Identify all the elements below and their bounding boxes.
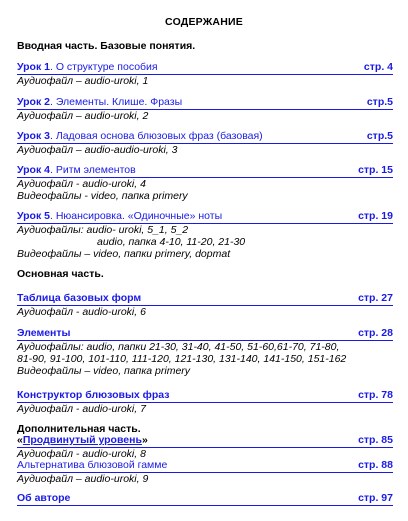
toc-link-about-author[interactable] <box>17 492 393 506</box>
toc-link-alternative[interactable] <box>17 459 393 473</box>
toc-page-ref: стр.5 <box>366 130 393 142</box>
media-note: Аудиофайлы: audio, папки 21-30, 31-40, 41-50, 51-60,61-70, 71-80, <box>17 341 340 353</box>
quote-open: « <box>17 434 23 446</box>
media-note: Аудиофайл - audio-uroki, 4 <box>17 178 146 190</box>
toc-page-ref: стр. 15 <box>358 164 393 176</box>
toc-entry-lesson-4 <box>17 164 393 202</box>
toc-link-lesson-5[interactable] <box>17 210 393 224</box>
media-note: Аудиофайлы: audio- uroki, 5_1, 5_2 <box>17 224 189 236</box>
media-note: Аудиофайл – audio-uroki, 1 <box>17 75 149 87</box>
toc-link-constructor[interactable] <box>17 389 393 403</box>
toc-page-ref: стр. 88 <box>358 459 393 471</box>
toc-lesson-title: . Ладовая основа блюзовых фраз (базовая) <box>49 130 263 142</box>
toc-page-ref: стр. 27 <box>358 292 393 304</box>
toc-entry-title: Альтернатива блюзовой гамме <box>17 459 168 471</box>
toc-entry-lesson-1 <box>17 61 393 87</box>
toc-lesson-number: Урок 5 <box>17 210 50 222</box>
toc-entry-about-author <box>17 492 393 506</box>
toc-page-ref: стр. 28 <box>358 327 393 339</box>
toc-page-ref: стр. 4 <box>363 61 393 73</box>
toc-entry-advanced <box>17 434 393 460</box>
toc-page-ref: стр. 78 <box>358 389 393 401</box>
toc-lesson-title: . Ритм элементов <box>49 164 136 176</box>
toc-entry-title: Конструктор блюзовых фраз <box>17 389 170 401</box>
toc-link-lesson-1[interactable] <box>17 61 393 75</box>
section-heading-intro: Вводная часть. Базовые понятия. <box>17 40 196 52</box>
toc-link-elements[interactable] <box>17 327 393 341</box>
toc-page-ref: стр. 97 <box>358 492 393 504</box>
media-note: Аудиофайл - audio-uroki, 6 <box>17 306 146 318</box>
toc-link-lesson-4[interactable] <box>17 164 393 178</box>
toc-lesson-number: Урок 1 <box>17 61 50 73</box>
media-note: Аудиофайл - audio-uroki, 8 <box>17 448 146 460</box>
section-heading-main: Основная часть. <box>17 268 104 280</box>
media-note: 81-90, 91-100, 101-110, 111-120, 121-130, 131-140, 141-150, 151-162 <box>17 353 347 365</box>
media-note: Аудиофайл - audio-uroki, 7 <box>17 403 146 415</box>
toc-link-advanced[interactable] <box>17 434 393 448</box>
media-note: audio, папка 4-10, 11-20, 21-30 <box>97 236 246 248</box>
media-note: Аудиофайл – audio-audio-uroki, 3 <box>17 144 178 156</box>
toc-page-ref: стр. 19 <box>358 210 393 222</box>
toc-lesson-number: Урок 4 <box>17 164 50 176</box>
toc-entry-title: Продвинутый уровень <box>22 434 142 446</box>
toc-entry-constructor <box>17 389 393 415</box>
toc-entry-title: Об авторе <box>17 492 71 504</box>
quote-close: » <box>141 434 148 446</box>
toc-page-ref: стр. 85 <box>358 434 393 446</box>
toc-entry-title: Элементы <box>17 327 71 339</box>
toc-entry-lesson-5 <box>17 210 393 260</box>
toc-entry-lesson-2 <box>17 96 393 122</box>
media-note: Аудиофайл – audio-uroki, 2 <box>17 110 149 122</box>
page-title: СОДЕРЖАНИЕ <box>165 16 243 28</box>
toc-link-lesson-2[interactable] <box>17 96 393 110</box>
toc-lesson-title: . О структуре пособия <box>49 61 158 73</box>
toc-entry-alternative <box>17 459 393 485</box>
section-heading-extra: Дополнительная часть. <box>17 423 141 435</box>
toc-entry-title: Таблица базовых форм <box>17 292 142 304</box>
toc-entry-base-forms <box>17 292 393 318</box>
media-note: Аудиофайл – audio-uroki, 9 <box>17 473 149 485</box>
media-note: Видеофайлы – video, папки primery, dopmat <box>17 248 231 260</box>
toc-lesson-title: . Нюансировка. «Одиночные» ноты <box>49 210 223 222</box>
media-note: Видеофайлы - video, папка primery <box>17 190 188 202</box>
toc-page-ref: стр.5 <box>366 96 393 108</box>
toc-lesson-title: . Элементы. Клише. Фразы <box>49 96 183 108</box>
media-note: Видеофайлы – video, папка primery <box>17 365 191 377</box>
toc-link-base-forms[interactable] <box>17 292 393 306</box>
toc-lesson-number: Урок 3 <box>17 130 50 142</box>
toc-lesson-number: Урок 2 <box>17 96 50 108</box>
toc-entry-lesson-3 <box>17 130 393 156</box>
toc-entry-elements <box>17 327 393 377</box>
toc-link-lesson-3[interactable] <box>17 130 393 144</box>
